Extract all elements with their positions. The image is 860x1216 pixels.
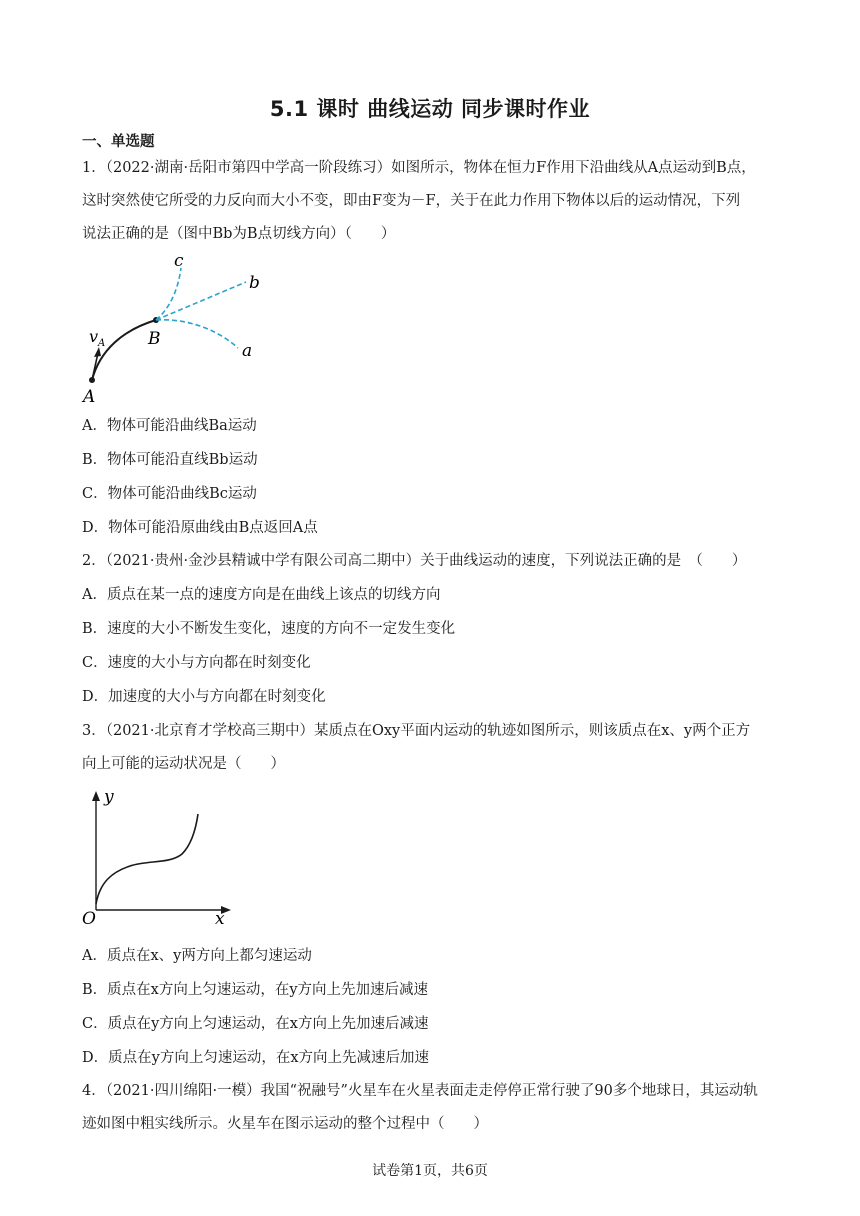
label-B: B [148, 329, 161, 349]
question-1-figure [78, 250, 278, 406]
question-1-option-d[interactable]: D．物体可能沿原曲线由B点返回A点 [82, 520, 318, 536]
question-1-line-3: 说法正确的是（图中Bb为B点切线方向）（ ） [82, 226, 396, 242]
question-1-option-b[interactable]: B．物体可能沿直线Bb运动 [82, 452, 258, 468]
page-title: 5.1 课时 曲线运动 同步课时作业 [269, 97, 591, 121]
trajectory-curve-ab [92, 320, 156, 380]
y-axis-arrowhead [92, 791, 100, 801]
question-2-option-d[interactable]: D．加速度的大小与方向都在时刻变化 [82, 689, 326, 705]
question-1-line-1: 1．（2022·湖南·岳阳市第四中学高一阶段练习）如图所示，物体在恒力F作用下沿曲线从A点运动到B点， [82, 160, 756, 176]
section-heading: 一、单选题 [82, 134, 155, 150]
label-b-small: b [249, 273, 260, 293]
question-3-option-d[interactable]: D．质点在y方向上匀速运动，在x方向上先减速后加速 [82, 1050, 429, 1066]
question-4-line-1: 4．（2021·四川绵阳·一模）我国“祝融号”火星车在火星表面走走停停正常行驶了90多个地球日，其运动轨 [82, 1083, 758, 1099]
question-2-option-b[interactable]: B．速度的大小不断发生变化，速度的方向不一定发生变化 [82, 621, 456, 637]
question-2-line-1: 2．（2021·贵州·金沙县精诚中学有限公司高二期中）关于曲线运动的速度，下列说法正确的是 （ ） [82, 553, 747, 569]
question-1-line-2: 这时突然使它所受的力反向而大小不变，即由F变为－F，关于在此力作用下物体以后的运动情况，下列 [82, 193, 741, 209]
dashed-path-bb [156, 282, 246, 320]
label-velocity: $v_A$ [89, 327, 106, 349]
dashed-path-ba [156, 320, 238, 348]
dashed-path-bc [156, 268, 181, 320]
question-3-option-b[interactable]: B．质点在x方向上匀速运动，在y方向上先加速后减速 [82, 982, 429, 998]
question-3-option-a[interactable]: A．质点在x、y两方向上都匀速运动 [82, 948, 312, 964]
question-3-figure [78, 786, 238, 926]
question-3-option-c[interactable]: C．质点在y方向上匀速运动，在x方向上先加速后减速 [82, 1016, 429, 1032]
trajectory-curve [96, 814, 198, 904]
question-1-option-c[interactable]: C．物体可能沿曲线Bc运动 [82, 486, 257, 502]
label-y: y [104, 787, 114, 807]
question-3-line-2: 向上可能的运动状况是（ ） [82, 756, 285, 772]
label-a-small: a [242, 341, 253, 361]
label-A: A [83, 387, 96, 406]
label-x: x [215, 909, 225, 926]
label-origin: O [82, 909, 96, 926]
page-footer: 试卷第1页，共6页 [372, 1163, 488, 1179]
question-3-line-1: 3．（2021·北京育才学校高三期中）某质点在Oxy平面内运动的轨迹如图所示，则该质点在x、y两个正方 [82, 723, 751, 739]
question-2-option-a[interactable]: A．质点在某一点的速度方向是在曲线上该点的切线方向 [82, 587, 441, 603]
question-4-line-2: 迹如图中粗实线所示。火星车在图示运动的整个过程中（ ） [82, 1116, 488, 1132]
question-1-option-a[interactable]: A．物体可能沿曲线Ba运动 [82, 418, 257, 434]
label-c: c [174, 251, 184, 271]
question-2-option-c[interactable]: C．速度的大小与方向都在时刻变化 [82, 655, 311, 671]
